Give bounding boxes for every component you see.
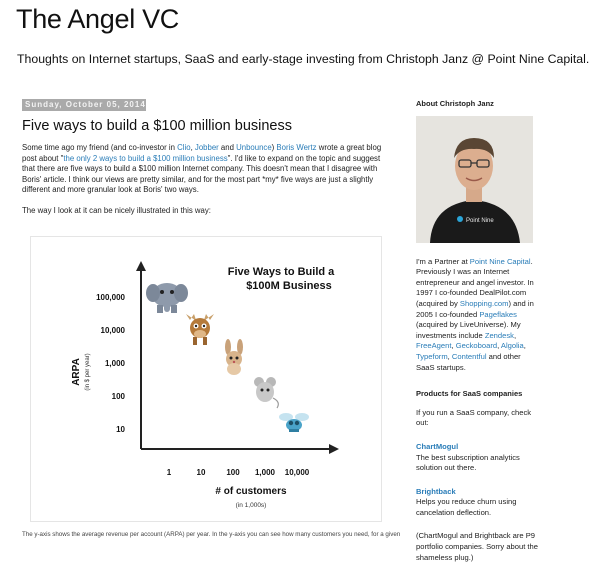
x-tick-label: 100	[226, 468, 240, 477]
author-photo-image	[416, 116, 533, 243]
post-body-continued: The y-axis shows the average revenue per account (ARPA) per year. In the y-axis you can see how many customers you need, for a given	[22, 531, 401, 538]
x-tick-label: 1,000	[254, 468, 276, 477]
text-span: I'm a Partner at	[416, 256, 470, 266]
text-span: ,	[497, 341, 501, 351]
y-axis-arrow	[136, 261, 146, 271]
products-intro: If you run a SaaS company, check out:	[416, 407, 532, 428]
chart-title-line1: Five Ways to Build a	[227, 266, 335, 278]
text-span: and	[218, 143, 237, 152]
x-tick-label: 10,000	[284, 468, 310, 477]
y-tick-label: 100,000	[96, 293, 125, 302]
text-span: )	[271, 143, 277, 152]
text-span: and other SaaS startups.	[416, 351, 521, 372]
text-span: wrote a great blog post about "	[22, 143, 382, 163]
rabbit-icon	[225, 339, 243, 375]
post-date-header: Sunday, October 05, 2014	[22, 99, 146, 111]
link-boris-wertz[interactable]: Boris Wertz	[276, 143, 317, 152]
post-title[interactable]: Five ways to build a $100 million business	[22, 118, 292, 134]
shirt-text: Point Nine	[466, 217, 494, 224]
link-jobber[interactable]: Jobber	[194, 143, 219, 152]
mouse-icon	[254, 377, 278, 408]
link-unbounce[interactable]: Unbounce	[236, 143, 272, 152]
author-photo	[416, 116, 533, 243]
text-span: (acquired by LiveUniverse). My investments include	[416, 320, 521, 340]
y-tick-label: 100	[111, 392, 125, 401]
x-axis-sublabel: (in 1,000s)	[235, 502, 267, 509]
text-span: ,	[190, 143, 195, 152]
post-body	[22, 143, 390, 226]
text-span: ) and in 2005 I co-founded	[416, 298, 534, 319]
fly-icon	[279, 413, 309, 432]
y-tick-label: 1,000	[104, 359, 125, 368]
link-algolia[interactable]: Algolia	[500, 341, 524, 351]
x-tick-labels	[167, 468, 310, 477]
chartmogul-description: The best subscription analytics solution out there.	[416, 452, 520, 473]
products-note: (ChartMogul and Brightback are P9 portfolio companies. Sorry about the shameless plug.)	[416, 531, 538, 562]
link-shopping-com[interactable]: Shopping.com	[459, 298, 509, 308]
y-tick-labels	[96, 293, 125, 434]
text-span: Some time ago my friend (and co-investor in	[22, 143, 178, 152]
moose-icon	[186, 314, 214, 345]
text-span: ,	[447, 351, 452, 361]
post-paragraph-intro	[22, 143, 390, 196]
text-span: ,	[513, 330, 517, 340]
x-axis-arrow	[329, 444, 339, 454]
y-tick-label: 10,000	[100, 326, 125, 335]
blog-title[interactable]: The Angel VC	[16, 4, 180, 34]
link-pageflakes[interactable]: Pageflakes	[479, 309, 517, 319]
y-axis-sublabel: (in $ per year)	[85, 353, 91, 391]
link-typeform[interactable]: Typeform	[416, 351, 448, 361]
chart-title-line2: $100M Business	[246, 280, 332, 292]
y-tick-label: 10	[116, 425, 125, 434]
link-point-nine-capital[interactable]: Point Nine Capital	[469, 256, 531, 266]
products-heading: Products for SaaS companies	[416, 389, 523, 399]
y-axis-label: ARPA	[71, 358, 82, 386]
about-heading: About Christoph Janz	[416, 99, 494, 108]
text-span: ,	[451, 341, 456, 351]
x-axis-label: # of customers	[215, 486, 287, 497]
blog-description: Thoughts on Internet startups, SaaS and early-stage investing from Christoph Janz @ Point Nine Capital.	[17, 52, 590, 66]
link-clio[interactable]: Clio	[177, 143, 191, 152]
brightback-description: Helps you reduce churn using cancelation deflection.	[416, 497, 517, 517]
link-geckoboard[interactable]: Geckoboard	[455, 341, 498, 351]
link-two-ways-article[interactable]: the only 2 ways to build a $100 million business	[63, 153, 228, 163]
x-tick-label: 10	[196, 468, 206, 477]
post-paragraph-illustration: The way I look at it can be nicely illustrated in this way:	[22, 205, 211, 215]
text-span: . Previously I was an Internet entrepreneur and angel investor. In 1997 I co-founded DealPilot.com (acquired by	[416, 256, 534, 308]
x-tick-label: 1	[166, 468, 172, 477]
link-brightback[interactable]: Brightback	[416, 486, 456, 496]
sidebar	[416, 99, 594, 563]
text-span: ,	[523, 341, 526, 351]
link-chartmogul[interactable]: ChartMogul	[416, 441, 459, 451]
text-span: ". I'd like to expand on the topic and suggest that there are five ways to build a $100 million Internet company. This doesn't mean that I disagree with Boris' article. I think our views are pretty similar, and for the most part *my* five ways are just a slightly different and more granular look at Boris' two ways.	[22, 153, 381, 194]
link-zendesk[interactable]: Zendesk	[484, 330, 514, 340]
chart-svg	[31, 237, 383, 523]
elephant-icon	[146, 283, 188, 313]
about-text	[416, 257, 538, 374]
chart-five-ways	[30, 236, 382, 522]
link-contentful[interactable]: Contentful	[451, 351, 487, 361]
link-freeagent[interactable]: FreeAgent	[416, 341, 452, 351]
